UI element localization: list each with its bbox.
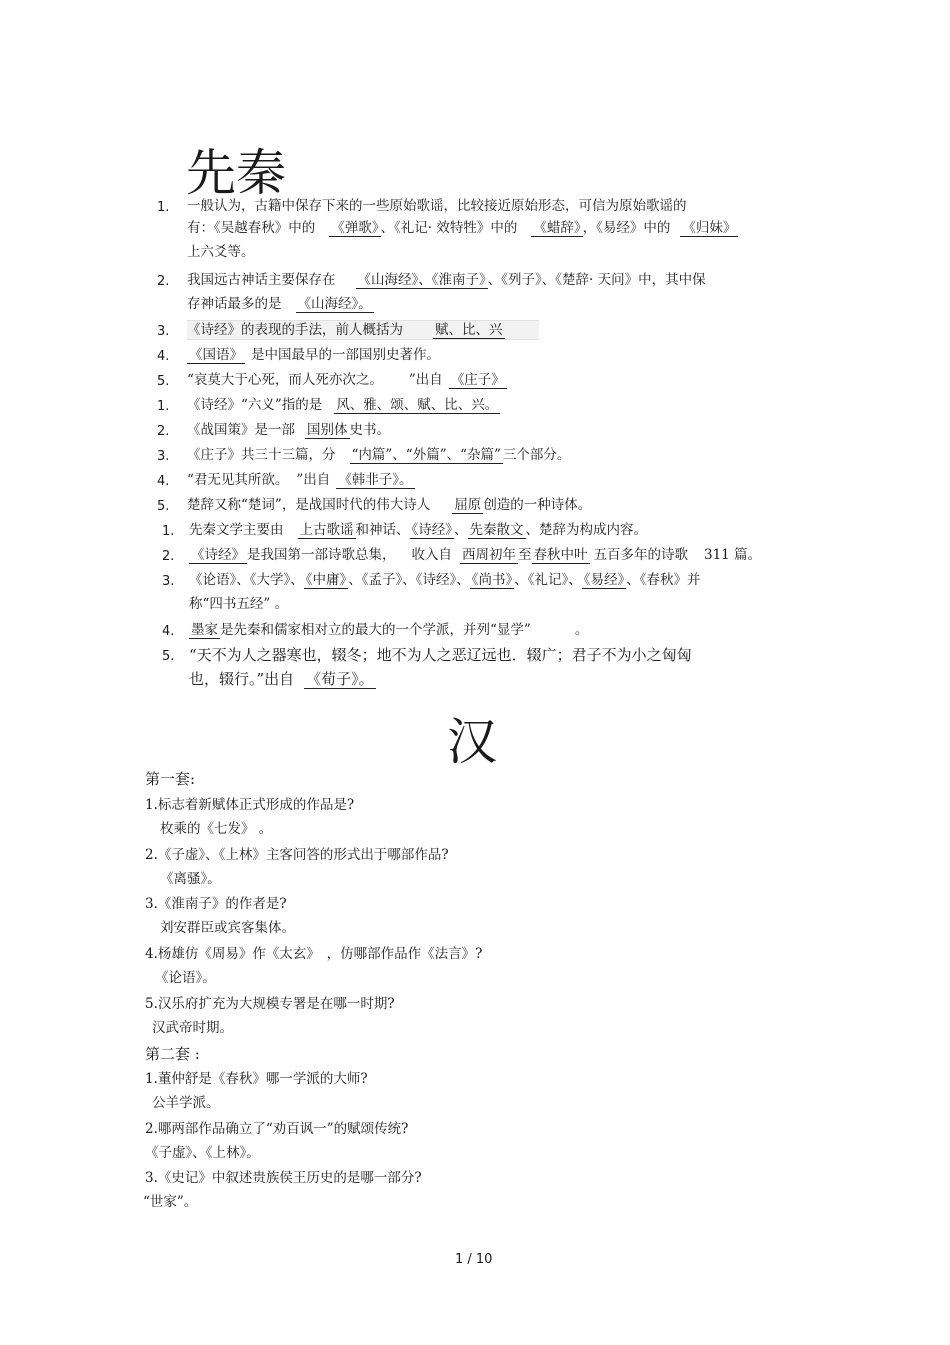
set-title: 第一套:	[145, 770, 196, 788]
item-text-line: 《论语》、《大学》、 《中庸》 、《孟子》、《诗经》、 《尚书》 、《礼记》、 《易经》 、《春秋》并	[189, 572, 701, 588]
item-text-line: 存神话最多的是 《山海经》。	[187, 296, 372, 312]
answer-blank: 屈原	[454, 497, 482, 513]
item-text-line: 《诗经》 是我国第一部诗歌总集， 收入自 西周初年 至 春秋中叶 五百多年的诗歌 311 篇。	[191, 547, 762, 563]
question: 4.杨雄仿《周易》作《太玄》 ，仿哪部作品作《法言》?	[145, 946, 483, 962]
item-text-line: “哀莫大于心死，而人死亦次之。 ”出自 《庄子》	[187, 372, 505, 388]
answer-blank: 《韩非子》。	[338, 472, 413, 488]
answer: “世家”。	[143, 1194, 198, 1210]
answer-blank: 春秋中叶	[533, 547, 588, 563]
answer-blank: 《诗经》	[411, 522, 452, 538]
item-number: 3.	[157, 324, 170, 339]
item-number: 4.	[157, 349, 170, 364]
item-text: 上六爻等。	[187, 244, 255, 260]
item-text-line: 楚辞又称“楚词”，是战国时代的伟大诗人 屈原 创造的一种诗体。	[187, 497, 592, 513]
item-number: 3.	[157, 449, 170, 464]
answer-blank: 《庄子》	[450, 372, 505, 388]
question: 5.汉乐府扩充为大规模专署是在哪一时期?	[145, 996, 395, 1012]
item-number: 1.	[162, 524, 175, 539]
answer-blank: 《山海经》。	[297, 296, 372, 312]
item-number: 2.	[162, 549, 175, 564]
question: 3.《史记》中叙述贵族侯王历史的是哪一部分?	[145, 1170, 422, 1186]
answer: 《离骚》。	[160, 871, 221, 887]
answer-blank: 《易经》	[583, 572, 625, 588]
question: 2.《子虚》、《上林》主客问答的形式出于哪部作品?	[145, 847, 449, 863]
item-text-line: 《庄子》共三十三篇，分 “内篇”、“外篇”、“杂篇” 三个部分。	[187, 447, 571, 463]
answer-blank: 墨家	[191, 622, 218, 638]
item-text-line: 《国语》 是中国最早的一部国别史著作。	[189, 347, 440, 363]
item-number: 2.	[157, 274, 170, 289]
item-text-line: 墨家 是先秦和儒家相对立的最大的一个学派，并列“显学” 。	[191, 622, 589, 638]
answer-blank: 《归妹》	[682, 220, 737, 236]
item-number: 4.	[162, 624, 175, 639]
item-text: “天不为人之器寒也，辍冬；地不为人之恶辽远也．辍广；君子不为小之匈匈	[189, 646, 692, 664]
answer: 刘安群臣或宾客集体。	[160, 920, 295, 936]
answer-blank: 《山海经》、《淮南子》	[357, 272, 486, 288]
item-number: 4.	[157, 474, 170, 489]
item-number: 5.	[157, 499, 170, 514]
section-heading-han: 汉	[447, 713, 497, 771]
answer-blank: “内篇”、“外篇”、“杂篇”	[351, 447, 501, 463]
item-number: 2.	[157, 424, 170, 439]
answer-blank: 上古歌谣	[299, 522, 354, 538]
page-number: 1 / 10	[455, 1252, 493, 1267]
answer-blank: 《中庸》	[305, 572, 347, 588]
question: 2.哪两部作品确立了“劝百讽一”的赋颂传统?	[145, 1121, 409, 1137]
answer: 枚乘的《七发》 。	[160, 821, 273, 837]
answer-blank: 风、雅、颂、赋、比、兴。	[336, 397, 499, 413]
answer-blank: 《蜡辞》	[533, 220, 581, 236]
item-text-line: 也，辍行。”出自 《荀子》。	[189, 670, 374, 688]
item-text-line: 有：《吴越春秋》中的 《弹歌》 、《礼记· 效特牲》中的 《蜡辞》 ，《易经》中的 《归妹》	[187, 220, 737, 236]
answer: 《子虚》、《上林》。	[145, 1145, 260, 1161]
set-title: 第二套 :	[145, 1045, 200, 1063]
answer: 公羊学派。	[152, 1095, 220, 1111]
item-number: 1.	[157, 399, 170, 414]
item-number: 3.	[162, 574, 175, 589]
item-number: 1.	[157, 200, 170, 215]
item-text-line: 《战国策》是一部 国别体 史书。	[187, 422, 390, 438]
answer: 汉武帝时期。	[152, 1020, 233, 1036]
item-text-line: 《诗经》“六义”指的是 风、雅、颂、赋、比、兴。	[187, 397, 499, 413]
answer-blank: 先秦散文	[469, 522, 524, 538]
item-text: 一般认为，古籍中保存下来的一些原始歌谣，比较接近原始形态，可信为原始歌谣的	[187, 198, 687, 214]
question: 1.标志着新赋体正式形成的作品是?	[145, 797, 355, 813]
item-text-line: 我国远古神话主要保存在 《山海经》、《淮南子》 、《列子》、《楚辞· 天问》中，其中保	[187, 272, 706, 288]
answer-blank: 西周初年	[462, 547, 516, 563]
answer-blank: 《国语》	[189, 347, 243, 363]
answer-blank: 《荀子》。	[306, 670, 374, 688]
answer-blank: 《尚书》	[471, 572, 513, 588]
item-text-line: “君无见其所欲。 ”出自 《韩非子》。	[187, 472, 413, 488]
section-heading-xianqin: 先秦	[186, 144, 286, 202]
answer-blank: 《弹歌》	[331, 220, 379, 236]
item-text: 称“四书五经” 。	[189, 596, 289, 612]
item-number: 5.	[157, 374, 170, 389]
item-text-line: 《诗经》的表现的手法，前人概括为 赋、比、兴	[187, 320, 539, 340]
question: 3.《淮南子》的作者是?	[145, 896, 287, 912]
item-number: 5.	[162, 649, 175, 664]
answer-blank: 国别体	[307, 422, 348, 438]
item-text-line: 先秦文学主要由 上古歌谣 和神话、 《诗经》 、 先秦散文 、楚辞为构成内容。	[189, 522, 647, 538]
answer-blank: 赋、比、兴	[435, 322, 503, 338]
answer: 《论语》。	[155, 970, 216, 986]
question: 1.董仲舒是《春秋》哪一学派的大师?	[145, 1071, 368, 1087]
answer-blank: 《诗经》	[191, 547, 245, 563]
